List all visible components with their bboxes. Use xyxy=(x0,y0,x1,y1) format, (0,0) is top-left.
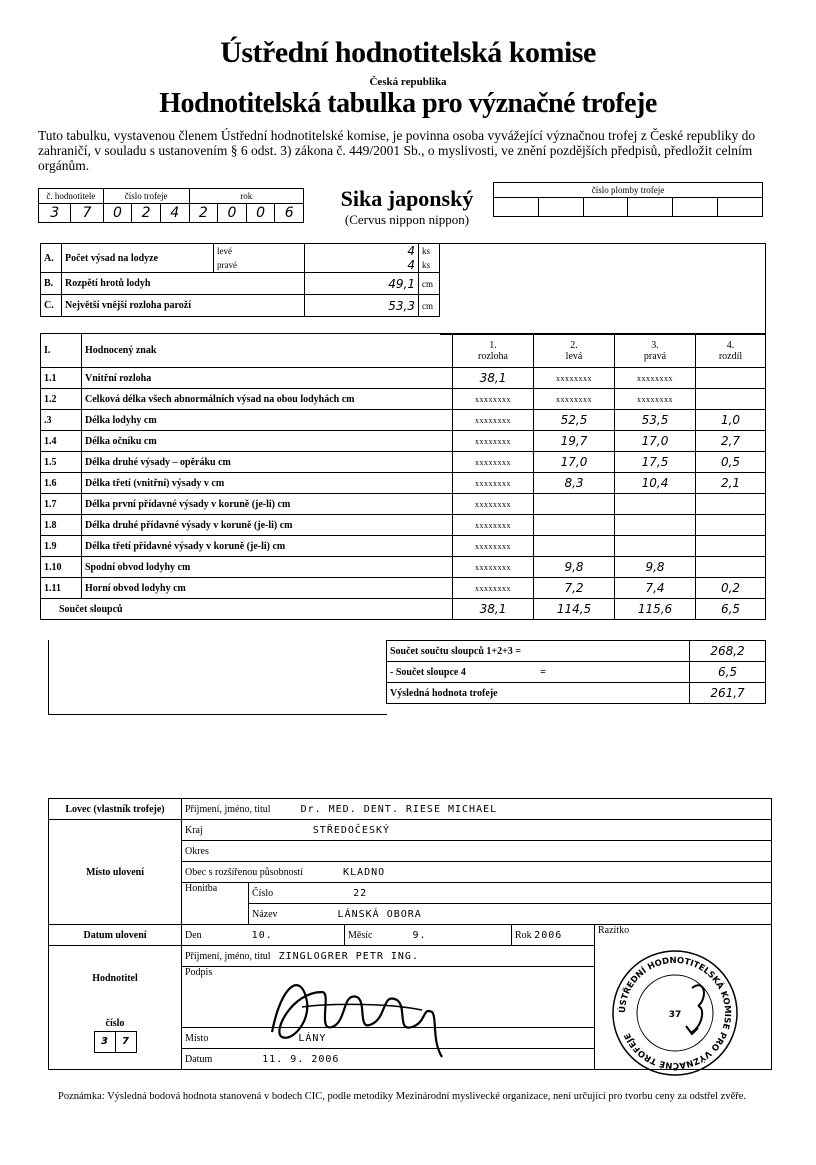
year-field: Rok 2006 xyxy=(512,925,595,946)
seal-digit xyxy=(628,198,673,217)
row-col-spread: xxxxxxxx xyxy=(453,452,534,473)
row-col-right: xxxxxxxx xyxy=(615,389,696,410)
svg-text:ÚSTŘEDNÍ HODNOTITELSKÁ KOMISE: ÚSTŘEDNÍ HODNOTITELSKÁ KOMISE PRO VÝZNAČNÉ TROFEJE xyxy=(617,955,733,1071)
row-col-left xyxy=(534,536,615,557)
row-col-right xyxy=(615,536,696,557)
evaluator-digit: 7 xyxy=(71,204,103,223)
date-section-label: Datum ulovení xyxy=(49,925,182,946)
year-label: rok xyxy=(189,189,303,204)
row-number: 1.4 xyxy=(41,431,82,452)
municipality-field: Obec s rozšířenou působností KLADNO xyxy=(182,862,772,883)
row-number: 1.1 xyxy=(41,368,82,389)
trophy-digit: 2 xyxy=(132,204,161,223)
column-sum-c2: 114,5 xyxy=(534,599,615,620)
row-label: Délka očníku cm xyxy=(82,431,453,452)
column-sum-c3: 115,6 xyxy=(615,599,696,620)
row-col-right: xxxxxxxx xyxy=(615,368,696,389)
seal-digit xyxy=(494,198,539,217)
row-number: 1.6 xyxy=(41,473,82,494)
date-field: Datum 11. 9. 2006 xyxy=(182,1049,595,1070)
row-col-diff: 2,1 xyxy=(696,473,766,494)
trophy-digit: 4 xyxy=(160,204,189,223)
hunting-ground-label: Honitba xyxy=(182,883,249,925)
row-label: Délka lodyhy cm xyxy=(82,410,453,431)
table-row xyxy=(41,410,766,431)
year-digit: 0 xyxy=(246,204,275,223)
table-row xyxy=(41,389,766,410)
row-letter: C. xyxy=(41,295,62,317)
sum4-value: 6,5 xyxy=(690,662,766,683)
stamp-seal xyxy=(610,948,740,1078)
row-col-diff xyxy=(696,557,766,578)
species-name: Sika japonský xyxy=(340,186,474,211)
table-row xyxy=(41,494,766,515)
hunter-section-label: Lovec (vlastník trofeje) xyxy=(49,799,182,820)
row-label: Délka třetí (vnitřní) výsady v cm xyxy=(82,473,453,494)
district-field: Okres xyxy=(182,841,772,862)
row-col-diff: 0,5 xyxy=(696,452,766,473)
row-label: Délka třetí přídavné výsady v koruně (je-li) cm xyxy=(82,536,453,557)
footnote: Poznámka: Výsledná bodová hodnota stanovená v bodech CIC, podle metodiky Mezinárodní myslivecké organizace, není určující pro tvorbu ceny za odstřel zvěře. xyxy=(58,1091,747,1102)
sum123-value: 268,2 xyxy=(690,641,766,662)
evaluator-number-box: 3 7 xyxy=(94,1031,137,1053)
row-col-diff xyxy=(696,368,766,389)
evaluator-name-field: Příjmení, jméno, titul ZINGLOGRER PETR ING. xyxy=(182,946,595,967)
row-col-spread: 38,1 xyxy=(453,368,534,389)
header-col-left: 2. levá xyxy=(534,334,615,368)
outside-spread-value: 53,3 xyxy=(305,295,419,317)
table-row xyxy=(41,578,766,599)
unit-cm: cm xyxy=(419,295,440,317)
month-field: Měsíc 9. xyxy=(345,925,512,946)
header-index: I. xyxy=(41,334,82,368)
species-latin: (Cervus nippon nippon) xyxy=(344,212,470,227)
row-label: Celková délka všech abnormálních výsad na obou lodyhách cm xyxy=(82,389,453,410)
row-number: 1.2 xyxy=(41,389,82,410)
totals-table xyxy=(386,640,766,704)
row-label: Horní obvod lodyhy cm xyxy=(82,578,453,599)
row-col-diff xyxy=(696,389,766,410)
row-col-left xyxy=(534,515,615,536)
table-row xyxy=(41,557,766,578)
row-col-diff xyxy=(696,494,766,515)
row-number: 1.5 xyxy=(41,452,82,473)
row-col-left xyxy=(534,494,615,515)
table-row xyxy=(41,473,766,494)
sum4-label: - Součet sloupce 4 = xyxy=(387,662,690,683)
row-number: 1.8 xyxy=(41,515,82,536)
id-box xyxy=(38,188,304,223)
row-col-spread: xxxxxxxx xyxy=(453,578,534,599)
row-label: Délka druhé přídavné výsady v koruně (je-li) cm xyxy=(82,515,453,536)
left-label: levé xyxy=(214,244,305,259)
row-col-spread: xxxxxxxx xyxy=(453,389,534,410)
row-col-right xyxy=(615,515,696,536)
row-col-right: 17,5 xyxy=(615,452,696,473)
seal-digit xyxy=(583,198,628,217)
header-col-spread: 1. rozloha xyxy=(453,334,534,368)
year-digit: 6 xyxy=(275,204,304,223)
row-label: Vnitřní rozloha xyxy=(82,368,453,389)
evaluator-number-label: č. hodnotitele xyxy=(39,189,104,204)
row-col-left: xxxxxxxx xyxy=(534,389,615,410)
right-points-value: 4 xyxy=(305,258,419,273)
row-col-spread: xxxxxxxx xyxy=(453,536,534,557)
table-row xyxy=(41,515,766,536)
column-sum-label: Součet sloupců xyxy=(41,599,453,620)
row-col-right: 17,0 xyxy=(615,431,696,452)
row-label: Spodní obvod lodyhy cm xyxy=(82,557,453,578)
row-col-right xyxy=(615,494,696,515)
sum123-label: Součet součtu sloupců 1+2+3 = xyxy=(387,641,690,662)
place-field: Místo LÁNY xyxy=(182,1028,595,1049)
row-number: 1.7 xyxy=(41,494,82,515)
evaluator-digit: 3 xyxy=(39,204,71,223)
result-value: 261,7 xyxy=(690,683,766,704)
unit-ks: ks xyxy=(419,244,440,259)
row-letter: B. xyxy=(41,273,62,295)
row-col-diff: 1,0 xyxy=(696,410,766,431)
header-label: Hodnocený znak xyxy=(82,334,453,368)
ground-name-field: Název LÁNSKÁ OBORA xyxy=(249,904,772,925)
row-col-spread: xxxxxxxx xyxy=(453,494,534,515)
table-row xyxy=(41,368,766,389)
evaluator-section: Hodnotitel číslo 3 7 xyxy=(49,946,182,1070)
column-sum-c1: 38,1 xyxy=(453,599,534,620)
stamp-cell: Razítko xyxy=(595,925,772,1070)
location-section-label: Místo ulovení xyxy=(49,820,182,925)
year-digit: 2 xyxy=(189,204,218,223)
row-col-right: 9,8 xyxy=(615,557,696,578)
tip-spread-value: 49,1 xyxy=(305,273,419,295)
stamp-number: 37 xyxy=(668,1010,682,1020)
seal-digit xyxy=(673,198,718,217)
tip-spread-label: Rozpětí hrotů lodyh xyxy=(62,273,305,295)
row-label: Délka první přídavné výsady v koruně (je-li) cm xyxy=(82,494,453,515)
seal-digit xyxy=(718,198,763,217)
year-digit: 0 xyxy=(218,204,247,223)
country-label: Česká republika xyxy=(369,76,447,88)
seal-number-box xyxy=(493,182,763,217)
row-col-diff xyxy=(696,536,766,557)
row-col-spread: xxxxxxxx xyxy=(453,473,534,494)
day-field: Den 10. xyxy=(182,925,345,946)
row-number: 1.9 xyxy=(41,536,82,557)
unit-ks: ks xyxy=(419,258,440,273)
table-row xyxy=(41,452,766,473)
form-subtitle: Hodnotitelská tabulka pro význačné trofeje xyxy=(159,88,657,119)
row-col-left: 7,2 xyxy=(534,578,615,599)
top-measures xyxy=(40,243,440,317)
header-col-right: 3. pravá xyxy=(615,334,696,368)
table-row xyxy=(41,431,766,452)
trophy-number-label: číslo trofeje xyxy=(103,189,189,204)
table-row xyxy=(41,536,766,557)
seal-number-label: číslo plomby trofeje xyxy=(494,183,763,198)
outside-spread-label: Největší vnější rozloha paroží xyxy=(62,295,305,317)
row-col-left: 17,0 xyxy=(534,452,615,473)
region-field: Kraj STŘEDOČESKÝ xyxy=(182,820,772,841)
row-number: 1.11 xyxy=(41,578,82,599)
unit-cm: cm xyxy=(419,273,440,295)
row-col-left: 19,7 xyxy=(534,431,615,452)
antler-points-label: Počet výsad na lodyze xyxy=(62,244,214,273)
row-col-left: 8,3 xyxy=(534,473,615,494)
trophy-digit: 0 xyxy=(103,204,132,223)
ground-number-field: Číslo 22 xyxy=(249,883,772,904)
result-label: Výsledná hodnota trofeje xyxy=(387,683,690,704)
seal-digit xyxy=(538,198,583,217)
row-col-left: xxxxxxxx xyxy=(534,368,615,389)
header-col-diff: 4. rozdíl xyxy=(696,334,766,368)
row-col-left: 9,8 xyxy=(534,557,615,578)
row-number: .3 xyxy=(41,410,82,431)
row-number: 1.10 xyxy=(41,557,82,578)
row-col-spread: xxxxxxxx xyxy=(453,557,534,578)
row-letter: A. xyxy=(41,244,62,273)
signature-field: Podpis xyxy=(182,967,595,1028)
measurement-table xyxy=(40,333,766,620)
left-points-value: 4 xyxy=(305,244,419,259)
row-col-diff xyxy=(696,515,766,536)
hunter-name-field: Příjmení, jméno, titul Dr. MED. DENT. RIESE MICHAEL xyxy=(182,799,772,820)
column-sum-c4: 6,5 xyxy=(696,599,766,620)
row-col-right: 10,4 xyxy=(615,473,696,494)
row-col-spread: xxxxxxxx xyxy=(453,515,534,536)
row-col-diff: 2,7 xyxy=(696,431,766,452)
right-label: pravé xyxy=(214,258,305,273)
totals-left-blank xyxy=(48,640,387,715)
row-col-spread: xxxxxxxx xyxy=(453,410,534,431)
row-col-diff: 0,2 xyxy=(696,578,766,599)
signature-mark xyxy=(262,962,462,1072)
row-col-right: 53,5 xyxy=(615,410,696,431)
row-label: Délka druhé výsady – opěráku cm xyxy=(82,452,453,473)
top-right-blank xyxy=(440,243,766,335)
page-title: Ústřední hodnotitelská komise xyxy=(220,36,596,69)
intro-text: Tuto tabulku, vystavenou členem Ústřední hodnotitelské komise, je povinna osoba vyvážející význačnou trofej z České republiky do zahraničí, v souladu s ustanovením § 6 odst. 3) zákona č. 449/2001 Sb., o myslivosti, ve znění pozdějších předpisů, předložit celním orgánům. xyxy=(38,128,756,173)
row-col-right: 7,4 xyxy=(615,578,696,599)
row-col-spread: xxxxxxxx xyxy=(453,431,534,452)
row-col-left: 52,5 xyxy=(534,410,615,431)
